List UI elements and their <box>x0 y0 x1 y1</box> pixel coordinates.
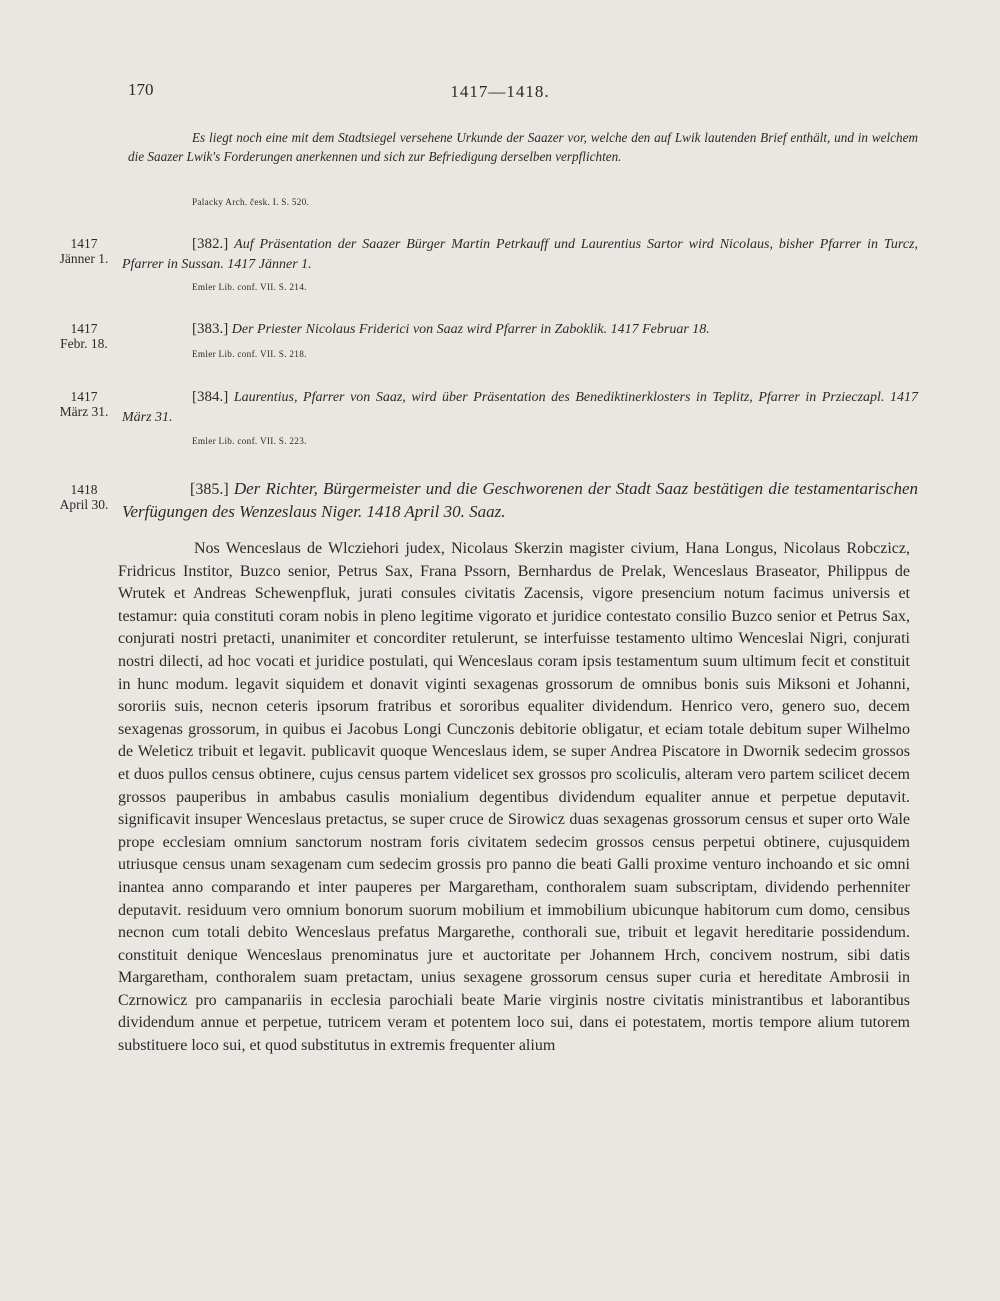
margin-date-year: 1418 <box>70 482 98 497</box>
margin-date <box>44 482 124 512</box>
regest-entry <box>122 319 918 340</box>
charter-text: Nos Wenceslaus de Wlcziehori judex, Nicolaus Skerzin magister civium, Hana Longus, Nicolaus Robczicz, Fridricus Institor, Buzco senior, Petrus Sax, Frana Pssorn, Bernhardus de Prelak, Wenceslaus Braseator, Philippus de Wrutek et Andreas Schewenpfluk, jurati consules civitatis Zacensis, vigore presencium notum facimus universis et testamur: quia constituti coram nobis in pleno legitime vigorato et juridice contestato consilio Buzco senior et Petrus Sax, conjurati nostri pretacti, unanimiter et concorditer retulerunt, se interfuisse testamento ultimo Wenceslai Nigri, conjurati nostri dilecti, ad hoc vocati et juridice postulati, qui Wenceslaus coram ipsis testamentum suum ultimum fecit et constituit in hunc modum. legavit siquidem et donavit viginti sexagenas grossorum de omnibus bonis suis Miksoni et Johanni, sororiis suis, necnon ceteris ipsorum fratribus et sororibus equaliter dividendum. Henrico vero, genero suo, decem sexagenas grossorum, in quibus ei Jacobus Longi Cunczonis debitorie obligatur, et eciam totale debitum super Wilhelmo de Weleticz tribuit et legavit. publicavit quoque Wenceslaus idem, se super Andrea Piscatore in Dwornik sedecim grossos et duos pullos census obtinere, cujus census partem videlicet sex grossos pro scoliculis, alteram vero partem scilicet decem grossos pauperibus in ambabus casulis monialium degentibus dividendum equaliter annue et perpetue deputavit. significavit insuper Wenceslaus pretactus, se super cruce de Sirowicz duas sexagenas grossorum census et super orto Wale prope ecclesiam omnium sanctorum nostram foris civitatem sedecim grossos census perpetui obtinere, cujusquidem utriusque census unam sexagenam cum sedecim grossis pro panno die beati Galli proxime venturo inchoando et sic omni inantea anno comparando et inter pauperes per Margaretham, conthoralem suam subscriptam, dividendo perhenniter deputavit. residuum vero omnium bonorum suorum mobilium et immobilium ubicunque habitorum cum domo, censibus necnon cum totali debito Wenceslaus prefatus Margarethe, conthorali sue, tribuit et legavit hereditarie possidendum. constituit denique Wenceslaus prenominatus jure et auctoritate per Johannem Hrch, concivem nostrum, sibi datis Margaretham, conthoralem suam pretactam, unius sexagene grossorum census super curia et hereditate Ambrosii in Czrnowicz pro campanariis in ecclesia parochiali beate Marie virginis nostre civitatis ministrantibus et laborantibus dividendum annue et perpetue, tutricem veram et potentem loco sui, dans ei potestatem, mortis tempore alium tutorem substituere loco sui, et quod substitutus in extremis frequenter alium <box>118 540 910 1055</box>
intro-note: Es liegt noch eine mit dem Stadtsiegel versehene Urkunde der Saazer vor, welche den auf Lwik lautenden Brief enthält, und in welchem die Saazer Lwik's Forderungen anerkennen und sich zur Befriedigung derselben verpflichten. <box>128 130 918 164</box>
intro-source: Palacky Arch. česk. I. S. 520. <box>192 197 310 207</box>
entry-summary: Der Priester Nicolaus Friderici von Saaz wird Pfarrer in Zaboklik. 1417 Februar 18. <box>231 322 710 337</box>
entry-source: Emler Lib. conf. VII. S. 218. <box>192 349 307 359</box>
entry-summary: Auf Präsentation der Saazer Bürger Martin Petrkauff und Laurentius Sartor wird Nicolaus, bisher Pfarrer in Turcz, Pfarrer in Sussan. 1417 Jänner 1. <box>122 237 918 272</box>
entry-number: [383.] <box>192 321 229 337</box>
margin-date-day: Febr. 18. <box>60 336 108 351</box>
margin-date <box>44 236 124 266</box>
margin-date-day: April 30. <box>59 497 109 512</box>
regest-entry <box>122 387 918 428</box>
margin-date-year: 1417 <box>70 389 98 404</box>
regest-entry <box>122 478 918 523</box>
entry-source: Emler Lib. conf. VII. S. 223. <box>192 436 307 446</box>
margin-date-year: 1417 <box>70 236 98 251</box>
entry-number: [384.] <box>192 389 229 405</box>
entry-number: [385.] <box>190 481 229 498</box>
margin-date-day: März 31. <box>59 404 109 419</box>
entry-number: [382.] <box>192 236 229 252</box>
entry-summary: Laurentius, Pfarrer von Saaz, wird über Präsentation des Benediktinerklosters in Teplitz, Pfarrer in Przieczapl. 1417 März 31. <box>122 390 918 425</box>
regest-entry <box>122 234 918 275</box>
margin-date-day: Jänner 1. <box>59 251 109 266</box>
margin-date <box>44 321 124 351</box>
running-header: 1417—1418. <box>450 82 550 101</box>
page-number: 170 <box>128 80 154 99</box>
entry-summary: Der Richter, Bürgermeister und die Geschworenen der Stadt Saaz bestätigen die testamentarischen Verfügungen des Wenzeslaus Niger. 1418 April 30. Saaz. <box>122 479 918 521</box>
margin-date <box>44 389 124 419</box>
entry-source: Emler Lib. conf. VII. S. 214. <box>192 282 307 292</box>
margin-date-year: 1417 <box>70 321 98 336</box>
